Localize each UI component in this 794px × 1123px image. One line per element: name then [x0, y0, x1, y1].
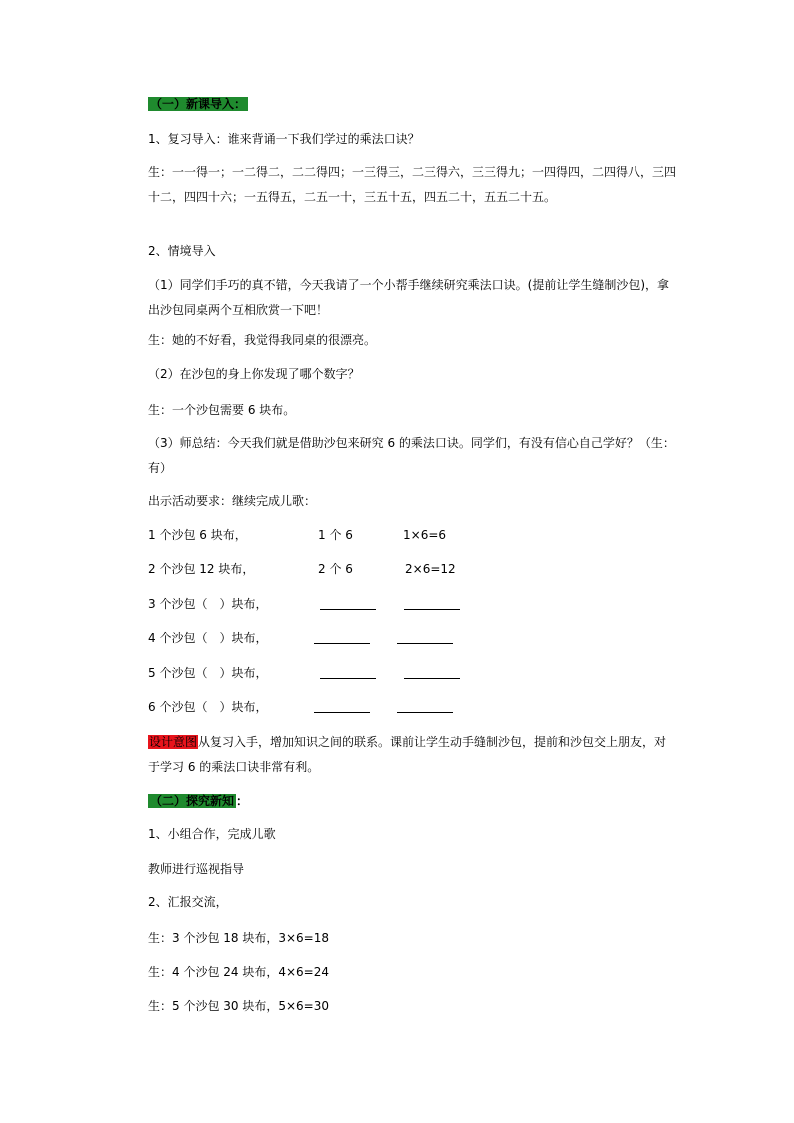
blank-formula[interactable] [404, 597, 460, 613]
rhyme-label: 5 个沙包（ ）块布， [148, 666, 268, 680]
scenario-paragraph-1: （1）同学们手巧的真不错，今天我请了一个小帮手继续研究乘法口诀。(提前让学生缝制沙包)，拿出沙包同桌两个互相欣赏一下吧！ [148, 278, 670, 317]
rhyme-formula: 1×6=6 [403, 528, 447, 542]
rhyme-label: 4 个沙包（ ）块布， [148, 631, 268, 645]
student-answer-1: 生：她的不好看，我觉得我同桌的很漂亮。 [148, 333, 377, 347]
scenario-paragraph-3: （3）师总结：今天我们就是借助沙包来研究 6 的乘法口诀。同学们，有没有信心自己学好？（生：有） [148, 436, 675, 475]
scenario-paragraph-2: （2）在沙包的身上你发现了哪个数字？ [148, 367, 360, 381]
teacher-guidance: 教师进行巡视指导 [148, 862, 245, 876]
rhyme-label: 3 个沙包（ ）块布， [148, 597, 268, 611]
design-intent-text: 从复习入手，增加知识之间的联系。课前让学生动手缝制沙包，提前和沙包交上朋友，对于学习 6 的乘法口诀非常有利。 [148, 735, 667, 774]
blank-count[interactable] [314, 700, 370, 716]
blank-count[interactable] [320, 597, 376, 613]
rhyme-label: 2 个沙包 12 块布， [148, 562, 255, 576]
report-line: 生：5 个沙包 30 块布，5×6=30 [148, 999, 329, 1013]
design-intent-label: 设计意图 [149, 735, 198, 749]
report-line: 生：4 个沙包 24 块布，4×6=24 [148, 965, 329, 979]
blank-count[interactable] [314, 631, 370, 647]
group-work: 1、小组合作，完成儿歌 [148, 827, 276, 841]
rhyme-label: 6 个沙包（ ）块布， [148, 700, 268, 714]
blank-formula[interactable] [404, 666, 460, 682]
blank-count[interactable] [320, 666, 376, 682]
blank-formula[interactable] [397, 700, 453, 716]
rhyme-label: 1 个沙包 6 块布， [148, 528, 247, 542]
rhyme-count: 2 个 6 [318, 562, 353, 576]
rhyme-count: 1 个 6 [318, 528, 353, 542]
section1-heading: （一）新课导入： [150, 97, 247, 111]
design-intent [148, 730, 678, 780]
scenario-intro: 2、情境导入 [148, 244, 216, 258]
section1-heading-line [148, 97, 678, 111]
blank-formula[interactable] [397, 631, 453, 647]
section2-heading: （二）探究新知 [150, 794, 235, 808]
rhyme-formula: 2×6=12 [405, 562, 456, 576]
student-answer-2: 生：一个沙包需要 6 块布。 [148, 403, 296, 417]
review-answer: 生：一一得一；一二得二，二二得四；一三得三，二三得六，三三得九；一四得四，二四得八，三四十二，四四十六；一五得五，二五一十，三五十五，四五二十，五五二十五。 [148, 165, 677, 204]
activity-requirement: 出示活动要求：继续完成儿歌： [148, 494, 317, 508]
section2-heading-line [148, 794, 678, 808]
report-line: 生：3 个沙包 18 块布，3×6=18 [148, 931, 329, 945]
review-intro: 1、复习导入：谁来背诵一下我们学过的乘法口诀？ [148, 132, 420, 146]
report-exchange: 2、汇报交流， [148, 895, 228, 909]
section2-heading-suffix: ： [236, 794, 249, 808]
